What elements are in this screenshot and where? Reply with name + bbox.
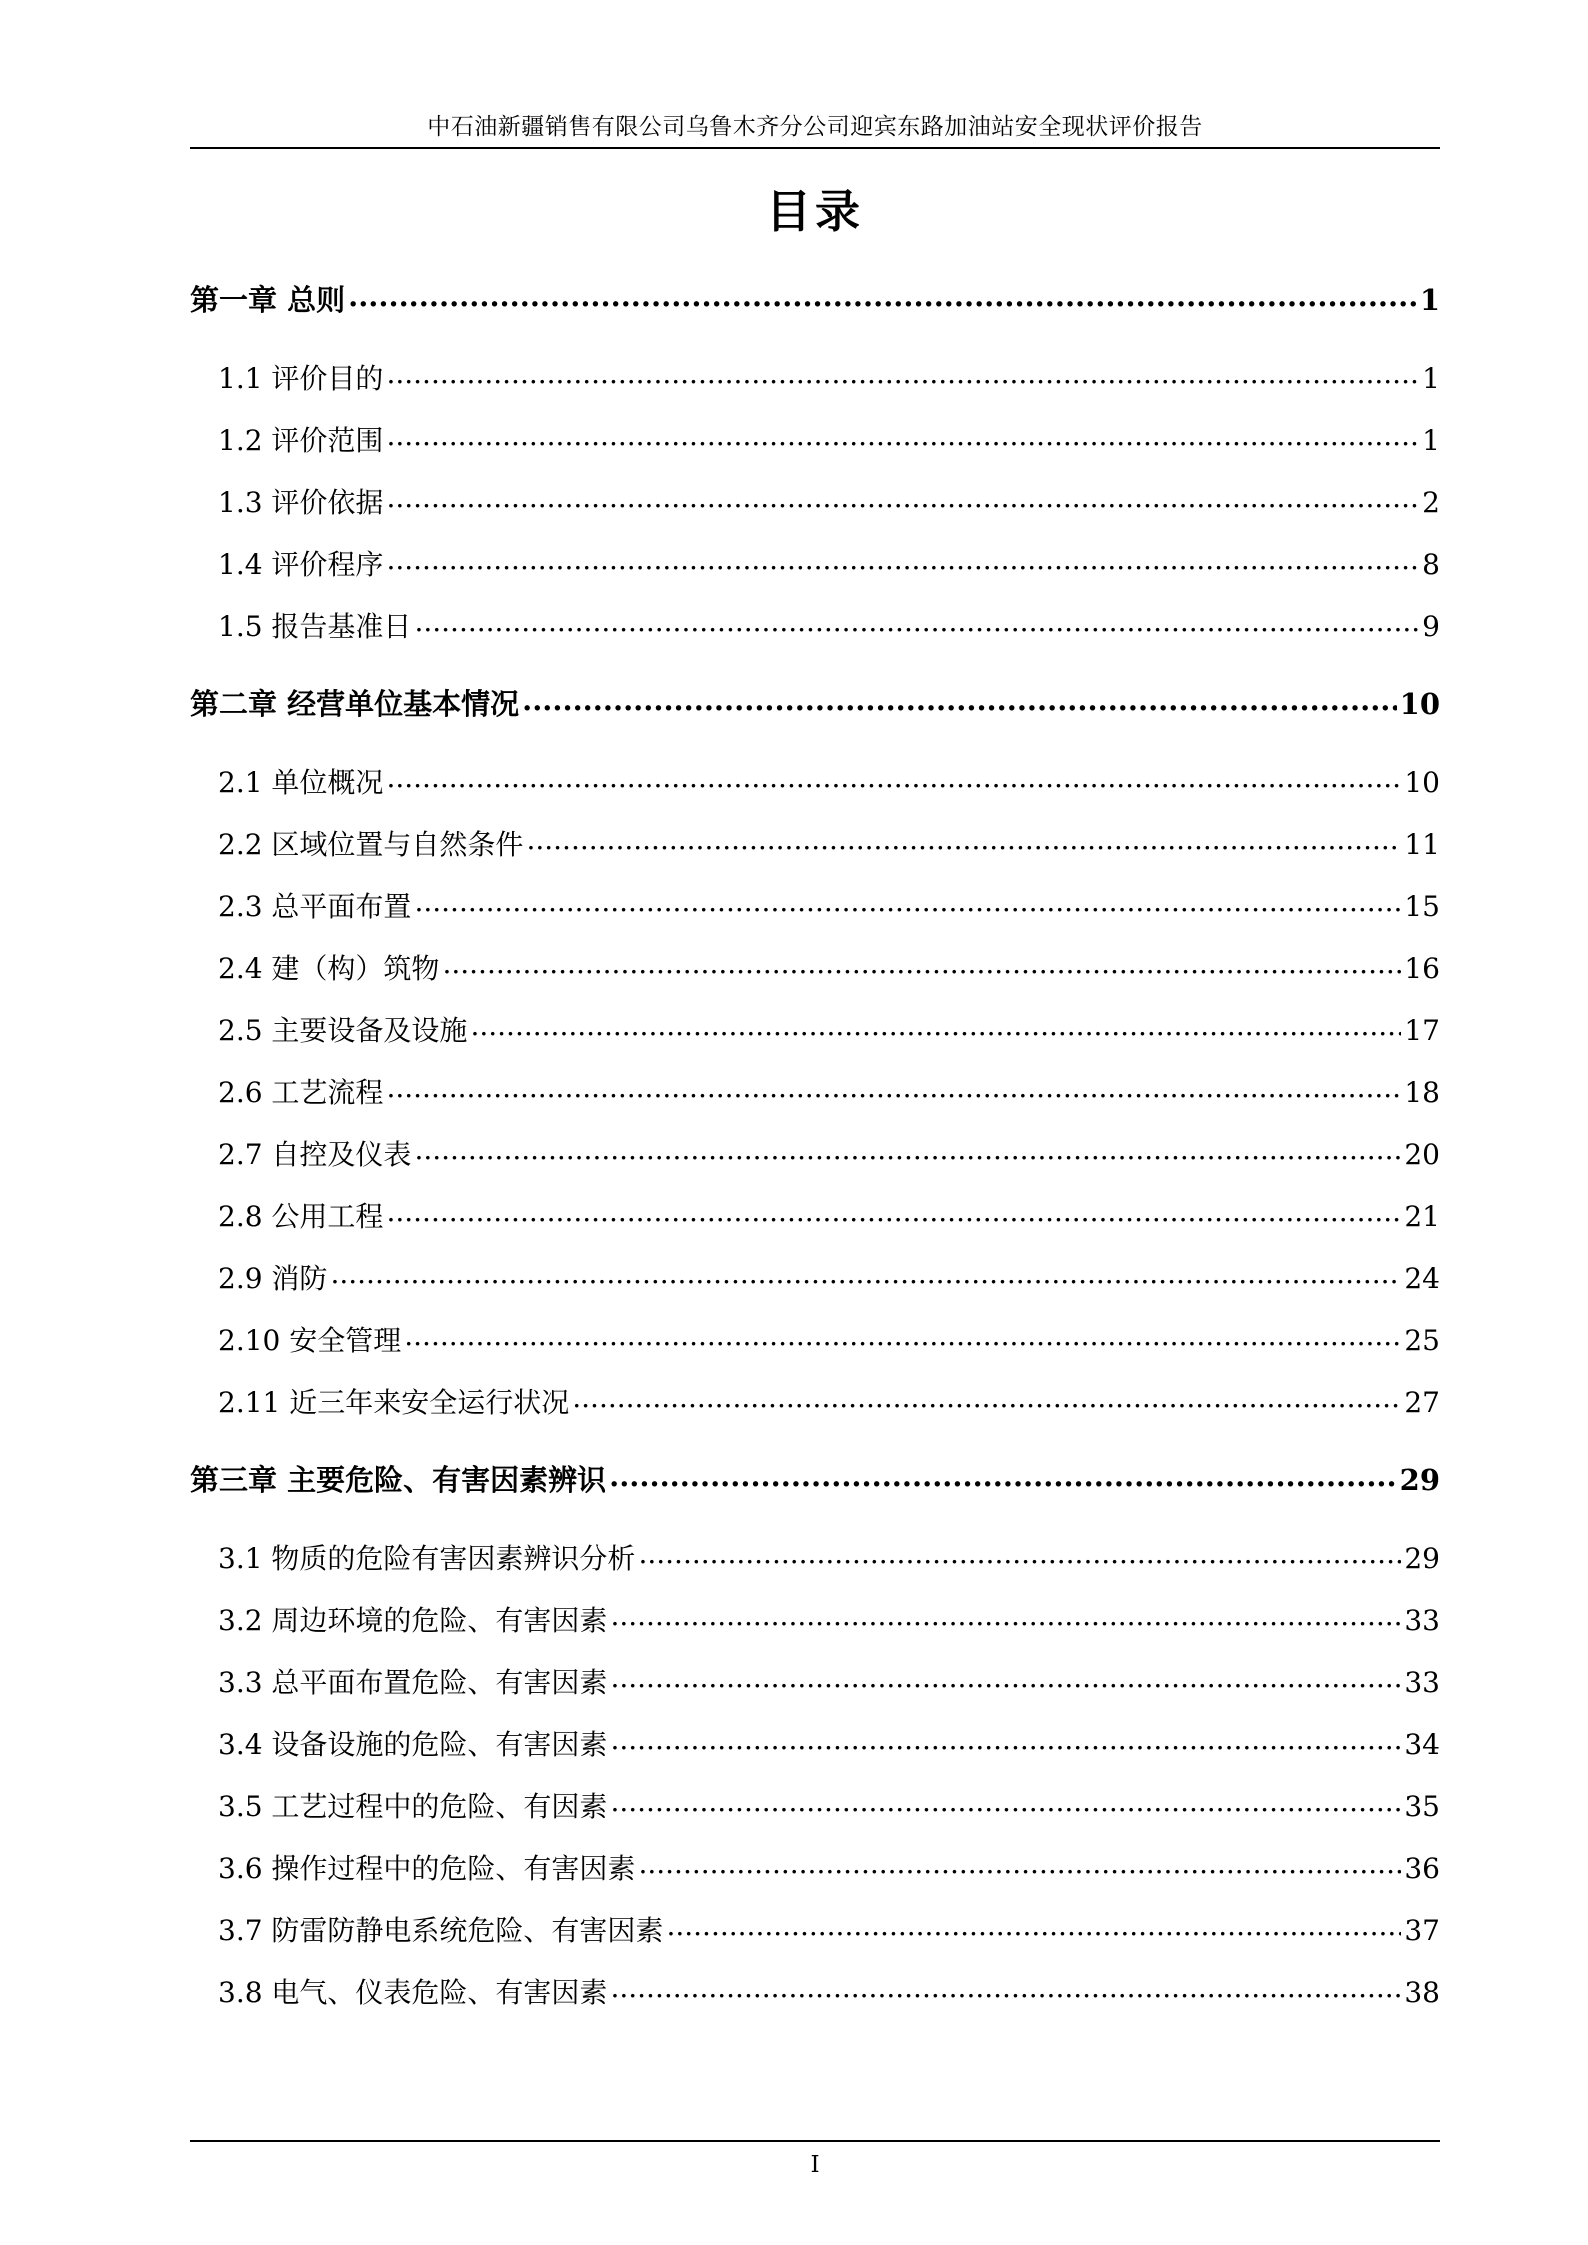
toc-section-entry[interactable]	[190, 1600, 1440, 1640]
toc-chapter-entry[interactable]	[190, 684, 1440, 724]
toc-entry-page-number: 34	[1404, 1728, 1440, 1761]
toc-section-entry[interactable]	[190, 886, 1440, 926]
page-number: I	[810, 2152, 820, 2178]
toc-entry-label: 3.6 操作过程中的危险、有害因素	[218, 1852, 636, 1885]
toc-dot-leader	[414, 1134, 1401, 1164]
toc-entry-page-number: 35	[1404, 1790, 1440, 1823]
toc-chapter-entry[interactable]	[190, 1460, 1440, 1500]
toc-entry-page-number: 27	[1404, 1386, 1440, 1419]
toc-dot-leader	[638, 1848, 1401, 1878]
toc-dot-leader	[610, 1972, 1401, 2002]
toc-entry-page-number: 16	[1404, 952, 1440, 985]
toc-entry-label: 2.10 安全管理	[218, 1324, 402, 1357]
toc-dot-leader	[610, 1786, 1401, 1816]
toc-section-entry[interactable]	[190, 1724, 1440, 1764]
toc-entry-label: 3.4 设备设施的危险、有害因素	[218, 1728, 608, 1761]
toc-dot-leader	[386, 1196, 1401, 1226]
toc-dot-leader	[386, 544, 1419, 574]
toc-dot-leader	[522, 684, 1397, 714]
toc-entry-page-number: 10	[1399, 687, 1440, 721]
toc-entry-page-number: 1	[1422, 424, 1440, 457]
toc-entry-label: 2.4 建（构）筑物	[218, 952, 440, 985]
toc-dot-leader	[386, 420, 1419, 450]
toc-entry-page-number: 18	[1404, 1076, 1440, 1109]
toc-section-entry[interactable]	[190, 824, 1440, 864]
toc-entry-label: 1.4 评价程序	[218, 548, 384, 581]
footer-divider	[190, 2140, 1440, 2142]
toc-section-entry[interactable]	[190, 1320, 1440, 1360]
toc-entry-page-number: 24	[1404, 1262, 1440, 1295]
toc-entry-page-number: 25	[1404, 1324, 1440, 1357]
toc-entry-label: 第二章 经营单位基本情况	[190, 687, 520, 721]
toc-entry-page-number: 29	[1399, 1463, 1440, 1497]
toc-dot-leader	[386, 358, 1419, 388]
toc-dot-leader	[610, 1662, 1401, 1692]
toc-chapter-entry[interactable]	[190, 280, 1440, 320]
toc-section-entry[interactable]	[190, 420, 1440, 460]
toc-section-entry[interactable]	[190, 1972, 1440, 2012]
toc-section-entry[interactable]	[190, 1072, 1440, 1112]
toc-entry-page-number: 33	[1404, 1604, 1440, 1637]
toc-section-entry[interactable]	[190, 1382, 1440, 1422]
toc-dot-leader	[386, 1072, 1401, 1102]
toc-entry-page-number: 8	[1422, 548, 1440, 581]
toc-entry-label: 3.3 总平面布置危险、有害因素	[218, 1666, 608, 1699]
toc-section-entry[interactable]	[190, 1258, 1440, 1298]
toc-entry-page-number: 11	[1404, 828, 1440, 861]
toc-entry-page-number: 29	[1404, 1542, 1440, 1575]
toc-section-entry[interactable]	[190, 358, 1440, 398]
toc-entry-label: 2.7 自控及仪表	[218, 1138, 412, 1171]
toc-dot-leader	[414, 886, 1401, 916]
toc-dot-leader	[609, 1460, 1397, 1490]
toc-entry-label: 2.9 消防	[218, 1262, 328, 1295]
toc-entry-label: 3.8 电气、仪表危险、有害因素	[218, 1976, 608, 2009]
toc-entry-label: 3.5 工艺过程中的危险、有因素	[218, 1790, 608, 1823]
toc-entry-page-number: 10	[1404, 766, 1440, 799]
toc-entry-label: 2.11 近三年来安全运行状况	[218, 1386, 570, 1419]
toc-entry-label: 3.1 物质的危险有害因素辨识分析	[218, 1542, 636, 1575]
toc-entry-label: 第一章 总则	[190, 283, 346, 317]
toc-section-entry[interactable]	[190, 606, 1440, 646]
toc-dot-leader	[526, 824, 1401, 854]
toc-entry-page-number: 36	[1404, 1852, 1440, 1885]
toc-dot-leader	[638, 1538, 1401, 1568]
running-header: 中石油新疆销售有限公司乌鲁木齐分公司迎宾东路加油站安全现状评价报告	[427, 114, 1203, 140]
toc-dot-leader	[666, 1910, 1401, 1940]
toc-dot-leader	[414, 606, 1419, 636]
toc-entry-label: 1.1 评价目的	[218, 362, 384, 395]
toc-dot-leader	[572, 1382, 1401, 1412]
toc-section-entry[interactable]	[190, 1662, 1440, 1702]
toc-dot-leader	[442, 948, 1401, 978]
toc-title: 目录	[765, 185, 864, 238]
toc-entry-label: 1.5 报告基准日	[218, 610, 412, 643]
toc-entry-page-number: 2	[1422, 486, 1440, 519]
toc-section-entry[interactable]	[190, 1910, 1440, 1950]
toc-section-entry[interactable]	[190, 1786, 1440, 1826]
toc-entry-page-number: 15	[1404, 890, 1440, 923]
toc-dot-leader	[348, 280, 1417, 310]
toc-entry-page-number: 21	[1404, 1200, 1440, 1233]
toc-entry-page-number: 1	[1422, 362, 1440, 395]
toc-entry-label: 2.1 单位概况	[218, 766, 384, 799]
toc-entry-page-number: 9	[1422, 610, 1440, 643]
toc-entry-label: 1.2 评价范围	[218, 424, 384, 457]
toc-entry-page-number: 33	[1404, 1666, 1440, 1699]
toc-dot-leader	[470, 1010, 1401, 1040]
toc-section-entry[interactable]	[190, 1010, 1440, 1050]
header-divider	[190, 147, 1440, 149]
toc-entry-label: 2.8 公用工程	[218, 1200, 384, 1233]
toc-dot-leader	[610, 1600, 1401, 1630]
toc-dot-leader	[386, 482, 1419, 512]
toc-dot-leader	[386, 762, 1401, 792]
toc-section-entry[interactable]	[190, 1848, 1440, 1888]
toc-section-entry[interactable]	[190, 762, 1440, 802]
toc-entry-page-number: 20	[1404, 1138, 1440, 1171]
toc-entry-label: 2.5 主要设备及设施	[218, 1014, 468, 1047]
toc-entry-page-number: 17	[1404, 1014, 1440, 1047]
toc-section-entry[interactable]	[190, 1196, 1440, 1236]
toc-section-entry[interactable]	[190, 948, 1440, 988]
toc-section-entry[interactable]	[190, 1134, 1440, 1174]
toc-entry-page-number: 37	[1404, 1914, 1440, 1947]
toc-entry-label: 3.2 周边环境的危险、有害因素	[218, 1604, 608, 1637]
toc-section-entry[interactable]	[190, 544, 1440, 584]
toc-dot-leader	[610, 1724, 1401, 1754]
toc-section-entry[interactable]	[190, 482, 1440, 522]
toc-entry-label: 3.7 防雷防静电系统危险、有害因素	[218, 1914, 664, 1947]
toc-dot-leader	[330, 1258, 1401, 1288]
toc-entry-label: 2.2 区域位置与自然条件	[218, 828, 524, 861]
toc-entry-label: 2.3 总平面布置	[218, 890, 412, 923]
toc-entry-page-number: 1	[1419, 283, 1440, 317]
toc-entry-label: 1.3 评价依据	[218, 486, 384, 519]
toc-dot-leader	[404, 1320, 1401, 1350]
toc-entry-page-number: 38	[1404, 1976, 1440, 2009]
toc-entry-label: 2.6 工艺流程	[218, 1076, 384, 1109]
toc-section-entry[interactable]	[190, 1538, 1440, 1578]
toc-entry-label: 第三章 主要危险、有害因素辨识	[190, 1463, 607, 1497]
